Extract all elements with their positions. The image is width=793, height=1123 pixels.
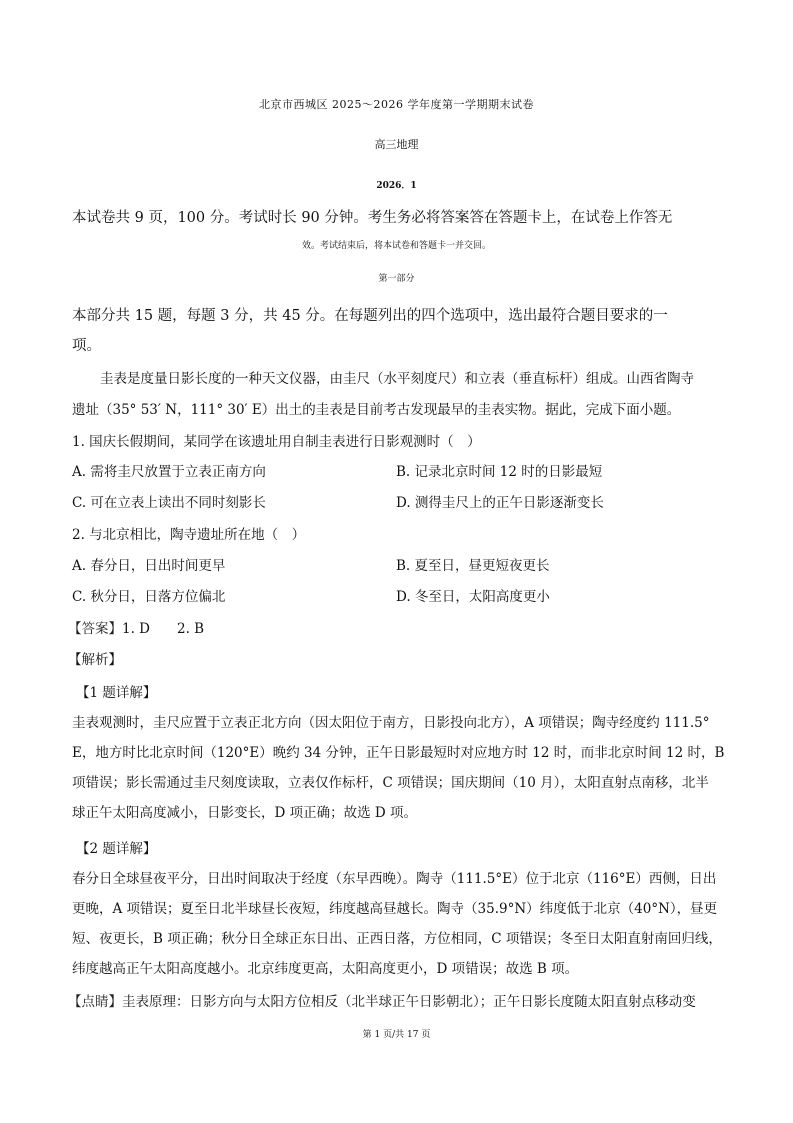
part-description-line-1: 本部分共 15 题，每题 3 分，共 45 分。在每题列出的四个选项中，选出最符合题目要求的一 — [72, 308, 668, 324]
tips-text: 圭表原理：日影方向与太阳方位相反（北半球正午日影朝北）；正午日影长度随太阳直射点移动变 — [122, 994, 696, 1010]
answer-row — [68, 617, 204, 637]
question-1-option-c: C. 可在立表上读出不同时刻影长 — [72, 495, 266, 511]
question-1-option-a: A. 需将圭尺放置于立表正南方向 — [72, 464, 266, 480]
exam-date: 2026．1 — [376, 181, 417, 191]
question-2-option-c: C. 秋分日，日落方位偏北 — [72, 589, 226, 605]
page-number: 第 1 页/共 17 页 — [362, 1030, 431, 1040]
page-title: 北京市西城区 2025～2026 学年度第一学期期末试卷 — [259, 98, 534, 111]
analysis-label: 【解析】 — [68, 652, 122, 668]
question-1-option-d: D. 测得圭尺上的正午日影逐渐变长 — [396, 495, 604, 511]
question-2-stem: 2. 与北京相比，陶寺遗址所在地（ ） — [72, 527, 306, 543]
q1-analysis-line-4: 球正午太阳高度减小，日影变长，D 项正确；故选 D 项。 — [72, 805, 418, 821]
page-subtitle: 高三地理 — [374, 138, 419, 151]
part-heading: 第一部分 — [378, 274, 415, 284]
q1-analysis-heading: 【1 题详解】 — [76, 685, 157, 701]
question-2-option-b: B. 夏至日，昼更短夜更长 — [396, 558, 550, 574]
question-2-option-d: D. 冬至日，太阳高度更小 — [396, 589, 550, 605]
q2-analysis-line-3: 短、夜更长，B 项正确；秋分日全球正东日出、正西日落，方位相同，C 项错误；冬至日太阳直射南回归线， — [72, 931, 722, 947]
q1-analysis-line-3: 项错误；影长需通过圭尺刻度读取，立表仅作标杆，C 项错误；国庆期间（10 月），太阳直射点南移，北半 — [72, 775, 709, 791]
q1-analysis-line-2: E，地方时比北京时间（120°E）晚约 34 分钟，正午日影最短时对应地方时 12 时，而非北京时间 12 时，B — [72, 745, 725, 761]
q2-analysis-line-2: 更晚，A 项错误；夏至日北半球昼长夜短，纬度越高昼越长。陶寺（35.9°N）纬度低于北京（40°N），昼更 — [72, 901, 718, 917]
instructions-line-1: 本试卷共 9 页，100 分。考试时长 90 分钟。考生务必将答案答在答题卡上，在试卷上作答无 — [72, 210, 673, 226]
tips-row — [68, 990, 696, 1010]
answer-text: 1. D 2. B — [122, 621, 205, 637]
question-1-option-b: B. 记录北京时间 12 时的日影最短 — [396, 464, 603, 480]
answer-label: 【答案】 — [68, 621, 122, 637]
instructions-line-2: 效。考试结束后，将本试卷和答题卡一并交回。 — [301, 241, 491, 251]
q2-analysis-heading: 【2 题详解】 — [76, 841, 157, 857]
question-2-option-a: A. 春分日，日出时间更早 — [72, 558, 226, 574]
q2-analysis-line-1: 春分日全球昼夜平分，日出时间取决于经度（东早西晚）。陶寺（111.5°E）位于北京（116°E）西侧，日出 — [72, 871, 717, 887]
tips-label: 【点睛】 — [68, 994, 122, 1010]
part-description-line-2: 项。 — [72, 338, 101, 354]
passage-line-1: 圭表是度量日影长度的一种天文仪器，由圭尺（水平刻度尺）和立表（垂直标杆）组成。山西省陶寺 — [100, 371, 694, 387]
passage-line-2: 遗址（35° 53′ N，111° 30′ E）出土的圭表是目前考古发现最早的圭表实物。据此，完成下面小题。 — [72, 402, 681, 418]
question-1-stem: 1. 国庆长假期间，某同学在该遗址用自制圭表进行日影观测时（ ） — [72, 434, 481, 450]
q2-analysis-line-4: 纬度越高正午太阳高度越小。北京纬度更高，太阳高度更小，D 项错误；故选 B 项。 — [72, 961, 579, 977]
q1-analysis-line-1: 圭表观测时，圭尺应置于立表正北方向（因太阳位于南方，日影投向北方），A 项错误；陶寺经度约 111.5° — [72, 715, 710, 731]
